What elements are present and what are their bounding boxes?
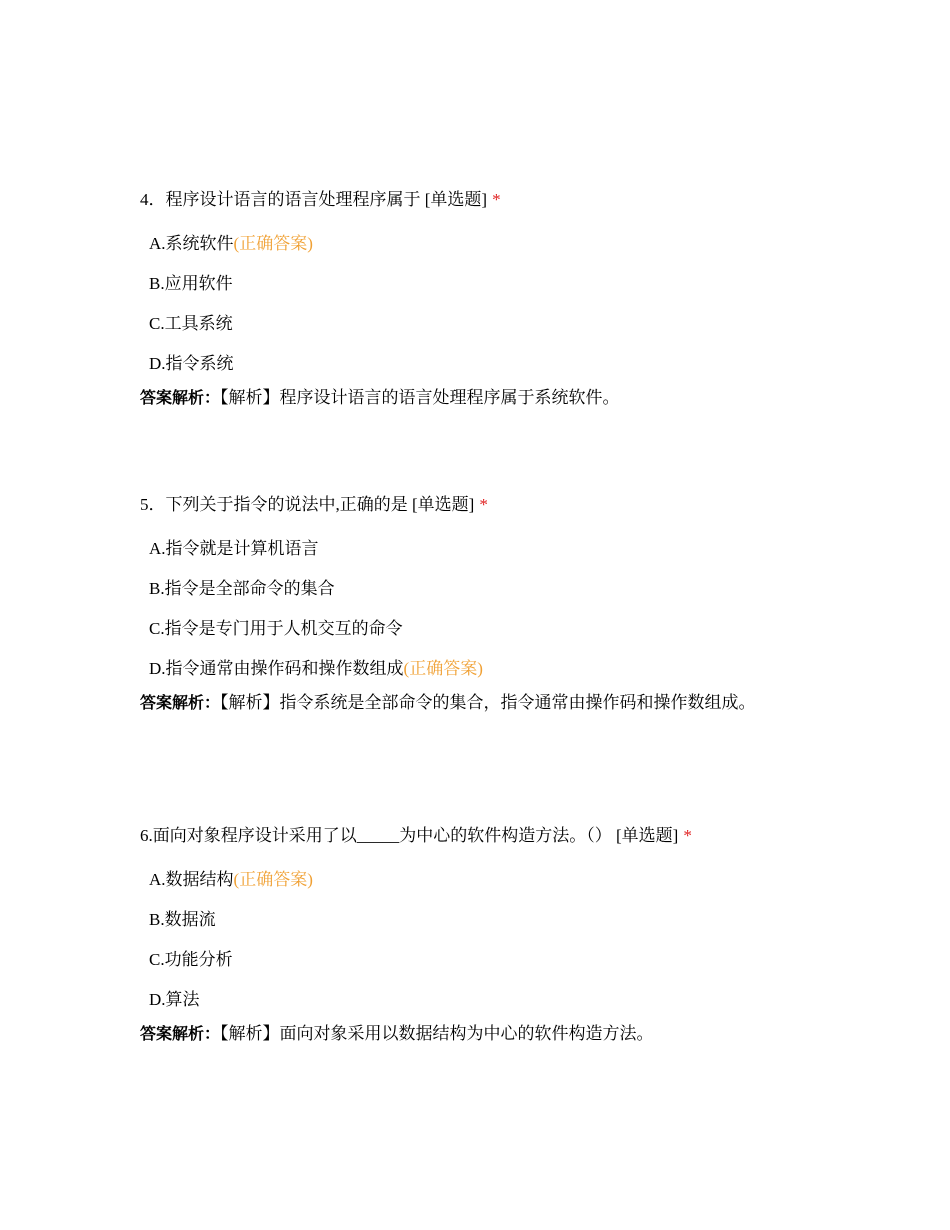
required-mark: * bbox=[683, 826, 692, 845]
option-text: B.数据流 bbox=[149, 910, 216, 929]
option-text: B.指令是全部命令的集合 bbox=[149, 579, 335, 598]
analysis-label: 答案解析： bbox=[140, 388, 221, 407]
option-text: A.指令就是计算机语言 bbox=[149, 539, 319, 558]
option-list bbox=[140, 231, 810, 391]
option-text: C.指令是专门用于人机交互的命令 bbox=[149, 619, 403, 638]
analysis-text: 【解析】指令系统是全部命令的集合，指令通常由操作码和操作数组成。 bbox=[220, 693, 756, 712]
required-mark: * bbox=[492, 190, 501, 209]
option-list bbox=[140, 536, 810, 696]
correct-answer-label: (正确答案) bbox=[403, 659, 483, 678]
question-5 bbox=[140, 492, 810, 715]
option-c bbox=[140, 616, 810, 656]
option-a bbox=[140, 536, 810, 576]
option-a bbox=[140, 231, 810, 271]
option-text: A.数据结构 bbox=[149, 870, 234, 889]
question-text: 4．程序设计语言的语言处理程序属于 [单选题] bbox=[140, 190, 488, 209]
option-text: D.算法 bbox=[149, 990, 200, 1009]
analysis-label: 答案解析： bbox=[140, 1024, 221, 1043]
option-list bbox=[140, 867, 810, 1027]
required-mark: * bbox=[479, 495, 488, 514]
question-4 bbox=[140, 187, 810, 410]
question-6 bbox=[140, 823, 810, 1046]
option-text: A.系统软件 bbox=[149, 234, 234, 253]
analysis-label: 答案解析： bbox=[140, 693, 221, 712]
answer-analysis bbox=[140, 1021, 810, 1046]
option-text: C.工具系统 bbox=[149, 314, 233, 333]
option-c bbox=[140, 947, 810, 987]
correct-answer-label: (正确答案) bbox=[233, 234, 313, 253]
option-b bbox=[140, 271, 810, 311]
answer-analysis bbox=[140, 690, 810, 715]
answer-analysis bbox=[140, 385, 810, 410]
question-title bbox=[140, 492, 810, 518]
option-text: D.指令通常由操作码和操作数组成 bbox=[149, 659, 404, 678]
option-text: D.指令系统 bbox=[149, 354, 234, 373]
analysis-text: 【解析】程序设计语言的语言处理程序属于系统软件。 bbox=[220, 388, 620, 407]
analysis-text: 【解析】面向对象采用以数据结构为中心的软件构造方法。 bbox=[220, 1024, 654, 1043]
option-c bbox=[140, 311, 810, 351]
option-text: B.应用软件 bbox=[149, 274, 233, 293]
option-a bbox=[140, 867, 810, 907]
correct-answer-label: (正确答案) bbox=[233, 870, 313, 889]
option-b bbox=[140, 907, 810, 947]
question-text: 5．下列关于指令的说法中,正确的是 [单选题] bbox=[140, 495, 475, 514]
question-title bbox=[140, 187, 810, 213]
question-title bbox=[140, 823, 810, 849]
option-text: C.功能分析 bbox=[149, 950, 233, 969]
question-text: 6.面向对象程序设计采用了以_____为中心的软件构造方法。（） [单选题] bbox=[140, 826, 679, 845]
option-b bbox=[140, 576, 810, 616]
